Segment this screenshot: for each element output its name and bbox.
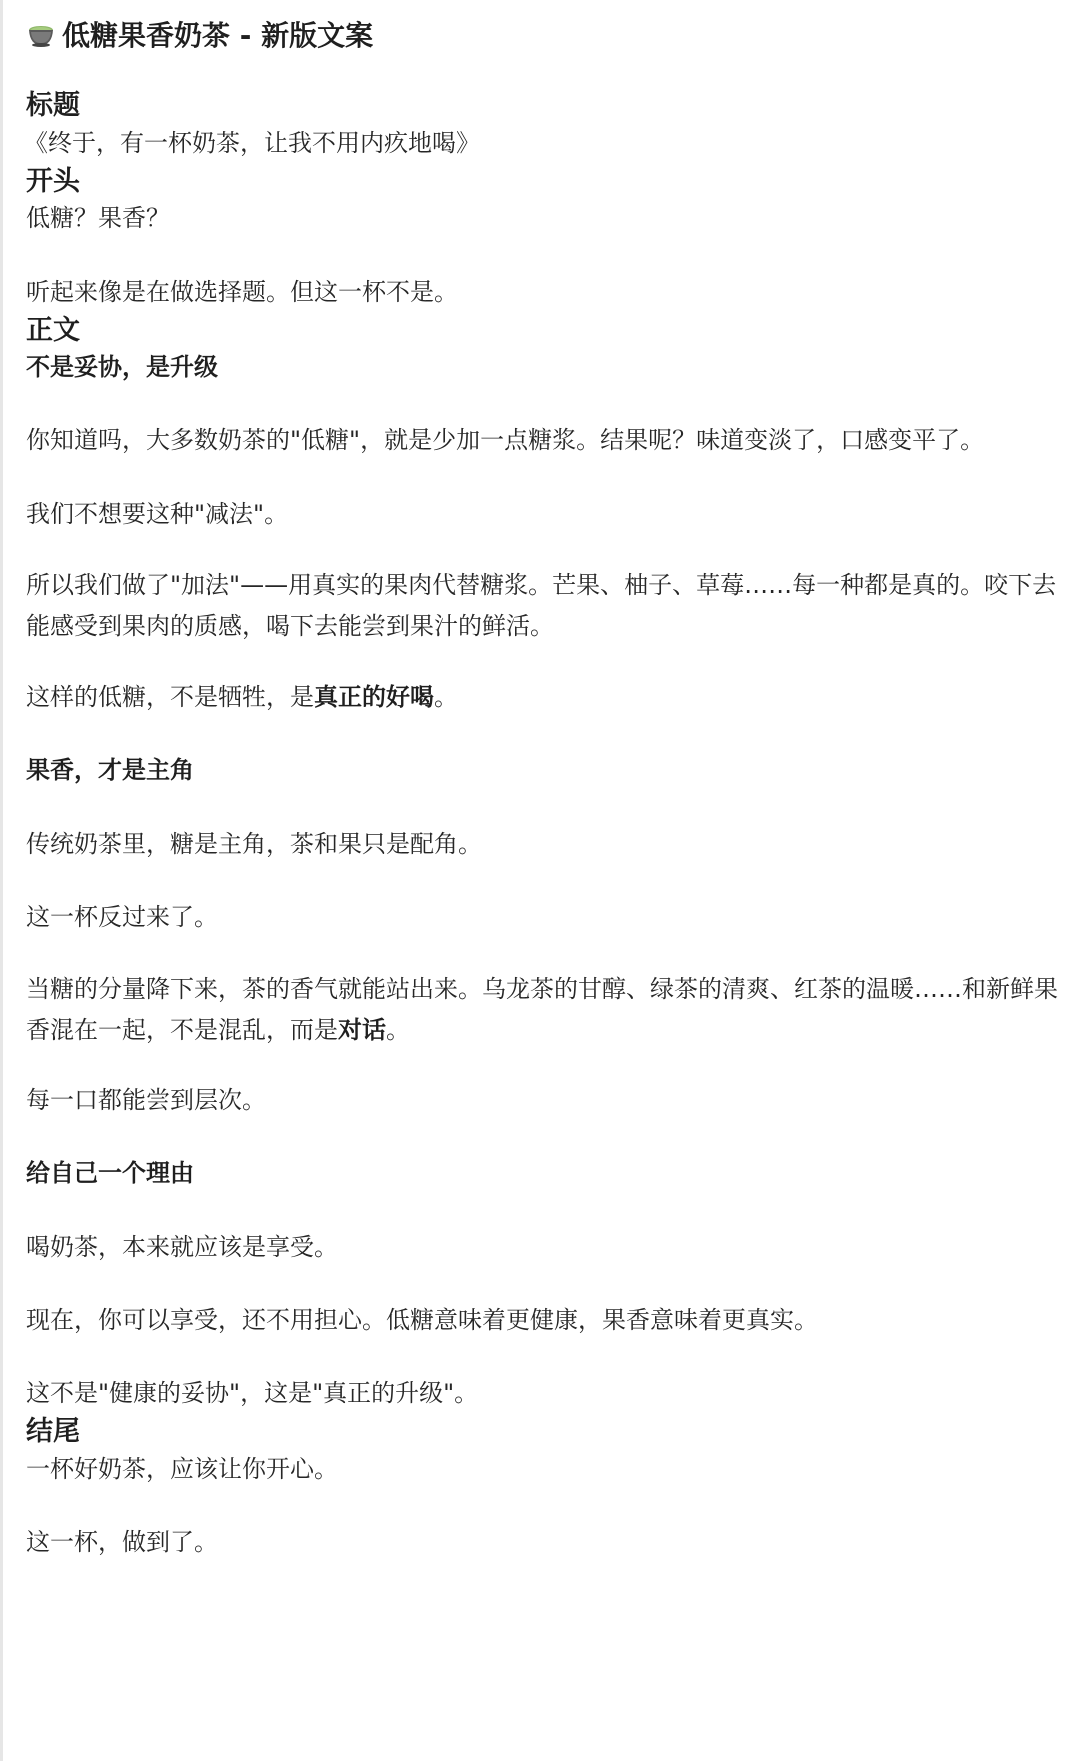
document-title-text: 低糖果香奶茶 - 新版文案 [62,19,374,52]
title-heading: 标题 [26,90,80,121]
subheading-upgrade: 不是妥协，是升级 [26,353,218,381]
paragraph-real-tasty [26,680,458,714]
ending-line-2: 这一杯，做到了。 [26,1528,218,1556]
subheading-reason: 给自己一个理由 [26,1159,194,1187]
paragraph-low-sugar-problem: 你知道吗，大多数奶茶的"低糖"，就是少加一点糖浆。结果呢？味道变淡了，口感变平了。 [26,426,985,454]
real-tasty-text-c: 。 [434,683,458,711]
subheading-fruit-lead: 果香，才是主角 [26,756,194,784]
opening-line-1: 低糖？果香？ [26,204,170,232]
paragraph-no-worry: 现在，你可以享受，还不用担心。低糖意味着更健康，果香意味着更真实。 [26,1306,818,1334]
paragraph-dialogue [26,969,1080,1051]
paragraph-traditional: 传统奶茶里，糖是主角，茶和果只是配角。 [26,830,482,858]
paragraph-no-subtraction: 我们不想要这种"减法"。 [26,500,289,528]
paragraph-addition: 所以我们做了"加法"——用真实的果肉代替糖浆。芒果、柚子、草莓……每一种都是真的。咬下去能感受到果肉的质感，喝下去能尝到果汁的鲜活。 [26,571,1057,640]
matcha-tea-icon [26,19,56,49]
dialogue-text-c: 。 [386,1016,410,1044]
paragraph-true-upgrade: 这不是"健康的妥协"，这是"真正的升级"。 [26,1379,479,1407]
dialogue-text-a: 当糖的分量降下来，茶的香气就能站出来。乌龙茶的甘醇、绿茶的清爽、红茶的温暖……和新鲜果香混在一起，不是混乱，而是 [26,975,1058,1044]
paragraph-reversed: 这一杯反过来了。 [26,903,218,931]
body-heading: 正文 [26,315,80,346]
dialogue-emphasis: 对话 [338,1016,386,1044]
real-tasty-emphasis: 真正的好喝 [314,683,434,711]
opening-heading: 开头 [26,166,80,197]
ending-heading: 结尾 [26,1416,80,1447]
title-text: 《终于，有一杯奶茶，让我不用内疚地喝》 [24,129,480,157]
document-title [26,14,373,54]
paragraph-enjoy: 喝奶茶，本来就应该是享受。 [26,1233,338,1261]
opening-line-2: 听起来像是在做选择题。但这一杯不是。 [26,278,458,306]
left-border [0,0,3,1761]
paragraph-layers: 每一口都能尝到层次。 [26,1086,266,1114]
real-tasty-text-a: 这样的低糖，不是牺牲，是 [26,683,314,711]
ending-line-1: 一杯好奶茶，应该让你开心。 [26,1455,338,1483]
